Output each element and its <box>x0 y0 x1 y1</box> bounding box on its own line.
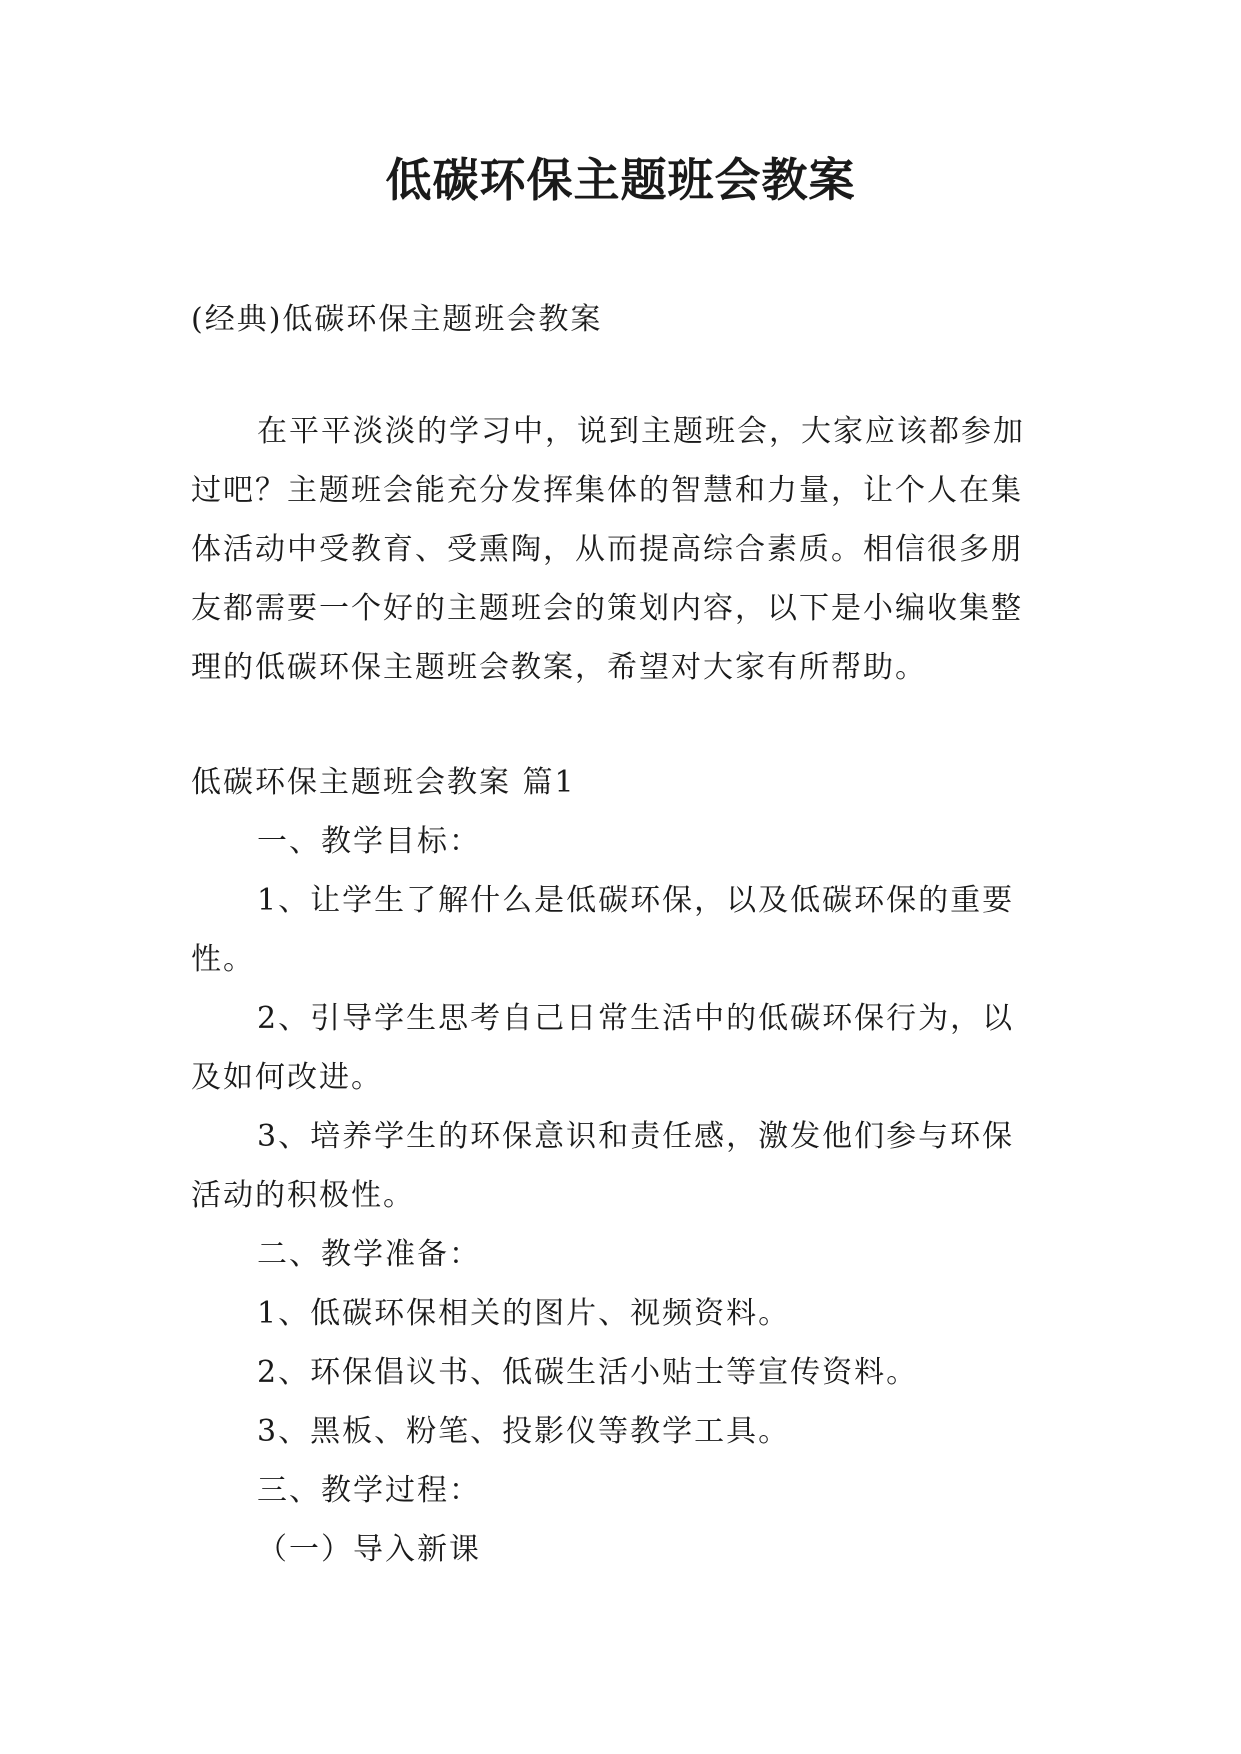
heading-teaching-goals: 一、教学目标： <box>257 824 481 859</box>
section-heading: 低碳环保主题班会教案 篇1 <box>191 765 576 800</box>
body-line: 性。 <box>191 942 255 977</box>
intro-paragraph <box>191 402 1051 697</box>
heading-teaching-process: 三、教学过程： <box>257 1473 481 1508</box>
body-line: 1、低碳环保相关的图片、视频资料。 <box>257 1296 791 1331</box>
section-body <box>191 812 1051 1579</box>
body-line: 3、黑板、粉笔、投影仪等教学工具。 <box>257 1414 791 1449</box>
subheading-introduction: （一）导入新课 <box>257 1532 481 1567</box>
document-subtitle: (经典)低碳环保主题班会教案 <box>191 302 603 337</box>
body-line: 2、引导学生思考自己日常生活中的低碳环保行为，以 <box>257 1001 1015 1036</box>
intro-line: 在平平淡淡的学习中，说到主题班会，大家应该都参加 <box>257 414 1025 449</box>
body-line: 及如何改进。 <box>191 1060 383 1095</box>
intro-line: 体活动中受教育、受熏陶，从而提高综合素质。相信很多朋 <box>191 532 1023 567</box>
document-title: 低碳环保主题班会教案 <box>385 153 856 207</box>
intro-line: 友都需要一个好的主题班会的策划内容，以下是小编收集整 <box>191 591 1023 626</box>
body-line: 活动的积极性。 <box>191 1178 415 1213</box>
body-line: 1、让学生了解什么是低碳环保，以及低碳环保的重要 <box>257 883 1015 918</box>
intro-line: 过吧？主题班会能充分发挥集体的智慧和力量，让个人在集 <box>191 473 1023 508</box>
heading-teaching-preparation: 二、教学准备： <box>257 1237 481 1272</box>
body-line: 2、环保倡议书、低碳生活小贴士等宣传资料。 <box>257 1355 919 1390</box>
intro-line: 理的低碳环保主题班会教案，希望对大家有所帮助。 <box>191 650 927 685</box>
body-line: 3、培养学生的环保意识和责任感，激发他们参与环保 <box>257 1119 1015 1154</box>
